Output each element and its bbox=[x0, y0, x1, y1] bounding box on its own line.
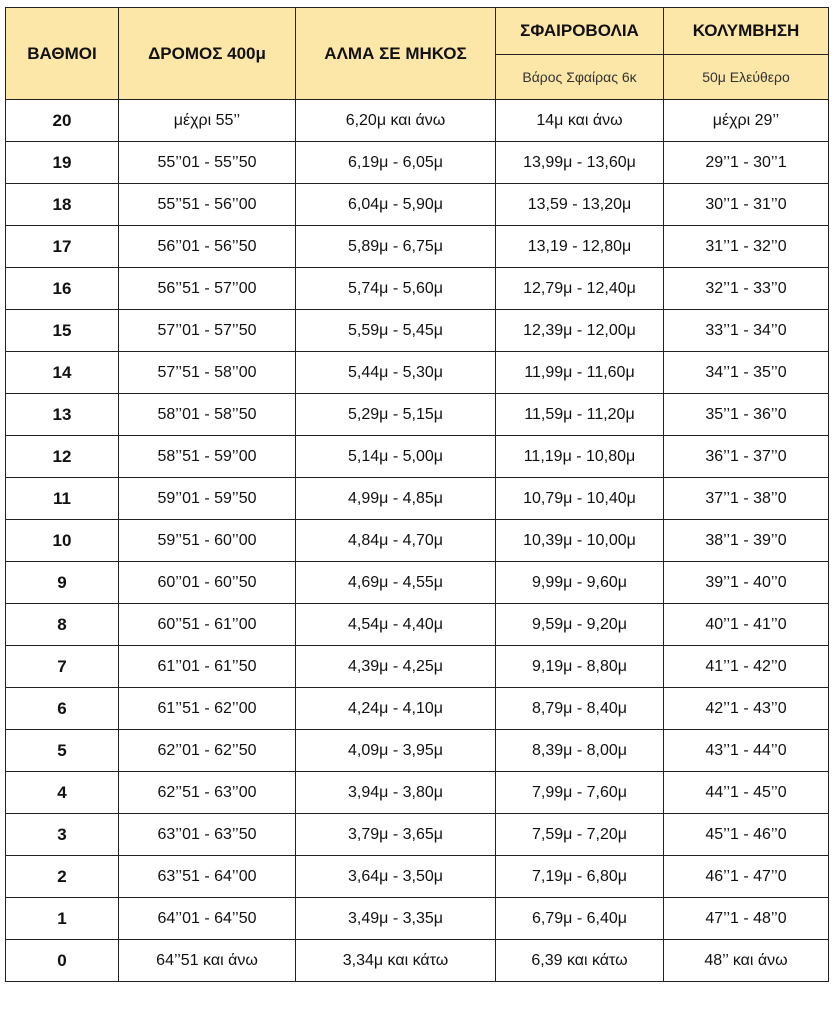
run-400m-cell: 62’’51 - 63’’00 bbox=[119, 772, 296, 814]
shot-put-cell: 9,59μ - 9,20μ bbox=[496, 604, 664, 646]
grade-cell: 0 bbox=[6, 940, 119, 982]
long-jump-cell: 5,44μ - 5,30μ bbox=[296, 352, 496, 394]
grade-cell: 5 bbox=[6, 730, 119, 772]
long-jump-cell: 4,09μ - 3,95μ bbox=[296, 730, 496, 772]
swimming-cell: 33’’1 - 34’’0 bbox=[664, 310, 829, 352]
table-row bbox=[6, 646, 829, 688]
shot-put-cell: 9,99μ - 9,60μ bbox=[496, 562, 664, 604]
grade-cell: 6 bbox=[6, 688, 119, 730]
shot-put-cell: 7,59μ - 7,20μ bbox=[496, 814, 664, 856]
table-body bbox=[6, 100, 829, 982]
long-jump-cell: 6,19μ - 6,05μ bbox=[296, 142, 496, 184]
table-row bbox=[6, 604, 829, 646]
shot-put-cell: 6,79μ - 6,40μ bbox=[496, 898, 664, 940]
long-jump-cell: 4,24μ - 4,10μ bbox=[296, 688, 496, 730]
table-row bbox=[6, 100, 829, 142]
grade-cell: 3 bbox=[6, 814, 119, 856]
run-400m-cell: 59’’51 - 60’’00 bbox=[119, 520, 296, 562]
table-row bbox=[6, 856, 829, 898]
shot-put-cell: 9,19μ - 8,80μ bbox=[496, 646, 664, 688]
grade-cell: 19 bbox=[6, 142, 119, 184]
swimming-cell: 37’’1 - 38’’0 bbox=[664, 478, 829, 520]
run-400m-cell: 57’’51 - 58’’00 bbox=[119, 352, 296, 394]
swimming-cell: 43’’1 - 44’’0 bbox=[664, 730, 829, 772]
run-400m-cell: 61’’01 - 61’’50 bbox=[119, 646, 296, 688]
swimming-cell: 38’’1 - 39’’0 bbox=[664, 520, 829, 562]
swimming-cell: 36’’1 - 37’’0 bbox=[664, 436, 829, 478]
table-row bbox=[6, 226, 829, 268]
shot-put-cell: 13,19 - 12,80μ bbox=[496, 226, 664, 268]
long-jump-cell: 3,49μ - 3,35μ bbox=[296, 898, 496, 940]
grade-cell: 1 bbox=[6, 898, 119, 940]
grade-cell: 20 bbox=[6, 100, 119, 142]
shot-put-cell: 11,99μ - 11,60μ bbox=[496, 352, 664, 394]
table-header bbox=[6, 8, 829, 100]
table-row bbox=[6, 520, 829, 562]
table-row bbox=[6, 352, 829, 394]
shot-put-cell: 7,19μ - 6,80μ bbox=[496, 856, 664, 898]
long-jump-cell: 3,94μ - 3,80μ bbox=[296, 772, 496, 814]
swimming-cell: 42’’1 - 43’’0 bbox=[664, 688, 829, 730]
table-row bbox=[6, 688, 829, 730]
long-jump-cell: 3,79μ - 3,65μ bbox=[296, 814, 496, 856]
grading-table-container bbox=[5, 7, 828, 982]
header-shot-put: ΣΦΑΙΡΟΒΟΛΙΑ bbox=[496, 8, 664, 55]
run-400m-cell: 58’’51 - 59’’00 bbox=[119, 436, 296, 478]
grade-cell: 15 bbox=[6, 310, 119, 352]
shot-put-cell: 11,19μ - 10,80μ bbox=[496, 436, 664, 478]
header-long-jump: ΑΛΜΑ ΣΕ ΜΗΚΟΣ bbox=[296, 8, 496, 100]
table-row bbox=[6, 268, 829, 310]
table-row bbox=[6, 478, 829, 520]
shot-put-cell: 10,79μ - 10,40μ bbox=[496, 478, 664, 520]
grade-cell: 14 bbox=[6, 352, 119, 394]
swimming-cell: 30’’1 - 31’’0 bbox=[664, 184, 829, 226]
table-row bbox=[6, 730, 829, 772]
table-row bbox=[6, 310, 829, 352]
run-400m-cell: 56’’01 - 56’’50 bbox=[119, 226, 296, 268]
shot-put-cell: 8,39μ - 8,00μ bbox=[496, 730, 664, 772]
grade-cell: 8 bbox=[6, 604, 119, 646]
table-row bbox=[6, 394, 829, 436]
run-400m-cell: 56’’51 - 57’’00 bbox=[119, 268, 296, 310]
long-jump-cell: 5,74μ - 5,60μ bbox=[296, 268, 496, 310]
long-jump-cell: 6,04μ - 5,90μ bbox=[296, 184, 496, 226]
long-jump-cell: 5,29μ - 5,15μ bbox=[296, 394, 496, 436]
run-400m-cell: 64’’01 - 64’’50 bbox=[119, 898, 296, 940]
header-run-400m: ΔΡΟΜΟΣ 400μ bbox=[119, 8, 296, 100]
table-row bbox=[6, 940, 829, 982]
shot-put-cell: 13,59 - 13,20μ bbox=[496, 184, 664, 226]
swimming-cell: μέχρι 29’’ bbox=[664, 100, 829, 142]
run-400m-cell: 57’’01 - 57’’50 bbox=[119, 310, 296, 352]
long-jump-cell: 4,99μ - 4,85μ bbox=[296, 478, 496, 520]
grade-cell: 11 bbox=[6, 478, 119, 520]
run-400m-cell: 58’’01 - 58’’50 bbox=[119, 394, 296, 436]
run-400m-cell: μέχρι 55’’ bbox=[119, 100, 296, 142]
header-swimming: ΚΟΛΥΜΒΗΣΗ bbox=[664, 8, 829, 55]
run-400m-cell: 63’’51 - 64’’00 bbox=[119, 856, 296, 898]
grade-cell: 18 bbox=[6, 184, 119, 226]
long-jump-cell: 5,14μ - 5,00μ bbox=[296, 436, 496, 478]
swimming-cell: 29’’1 - 30’’1 bbox=[664, 142, 829, 184]
grade-cell: 12 bbox=[6, 436, 119, 478]
grade-cell: 4 bbox=[6, 772, 119, 814]
shot-put-cell: 13,99μ - 13,60μ bbox=[496, 142, 664, 184]
swimming-cell: 44’’1 - 45’’0 bbox=[664, 772, 829, 814]
grade-cell: 2 bbox=[6, 856, 119, 898]
shot-put-cell: 6,39 και κάτω bbox=[496, 940, 664, 982]
swimming-cell: 41’’1 - 42’’0 bbox=[664, 646, 829, 688]
long-jump-cell: 6,20μ και άνω bbox=[296, 100, 496, 142]
grading-table bbox=[5, 7, 829, 982]
swimming-cell: 32’’1 - 33’’0 bbox=[664, 268, 829, 310]
table-row bbox=[6, 436, 829, 478]
swimming-cell: 46’’1 - 47’’0 bbox=[664, 856, 829, 898]
swimming-cell: 40’’1 - 41’’0 bbox=[664, 604, 829, 646]
shot-put-cell: 14μ και άνω bbox=[496, 100, 664, 142]
table-row bbox=[6, 814, 829, 856]
table-row bbox=[6, 898, 829, 940]
table-row bbox=[6, 772, 829, 814]
swimming-cell: 48’’ και άνω bbox=[664, 940, 829, 982]
header-swimming-sub: 50μ Ελεύθερο bbox=[664, 55, 829, 100]
long-jump-cell: 3,64μ - 3,50μ bbox=[296, 856, 496, 898]
grade-cell: 16 bbox=[6, 268, 119, 310]
long-jump-cell: 5,59μ - 5,45μ bbox=[296, 310, 496, 352]
swimming-cell: 47’’1 - 48’’0 bbox=[664, 898, 829, 940]
shot-put-cell: 7,99μ - 7,60μ bbox=[496, 772, 664, 814]
header-grade: ΒΑΘΜΟΙ bbox=[6, 8, 119, 100]
run-400m-cell: 59’’01 - 59’’50 bbox=[119, 478, 296, 520]
swimming-cell: 35’’1 - 36’’0 bbox=[664, 394, 829, 436]
header-shot-put-sub: Βάρος Σφαίρας 6κ bbox=[496, 55, 664, 100]
grade-cell: 13 bbox=[6, 394, 119, 436]
long-jump-cell: 4,54μ - 4,40μ bbox=[296, 604, 496, 646]
run-400m-cell: 60’’01 - 60’’50 bbox=[119, 562, 296, 604]
run-400m-cell: 55’’01 - 55’’50 bbox=[119, 142, 296, 184]
swimming-cell: 34’’1 - 35’’0 bbox=[664, 352, 829, 394]
shot-put-cell: 11,59μ - 11,20μ bbox=[496, 394, 664, 436]
swimming-cell: 45’’1 - 46’’0 bbox=[664, 814, 829, 856]
run-400m-cell: 63’’01 - 63’’50 bbox=[119, 814, 296, 856]
shot-put-cell: 8,79μ - 8,40μ bbox=[496, 688, 664, 730]
long-jump-cell: 4,84μ - 4,70μ bbox=[296, 520, 496, 562]
table-row bbox=[6, 184, 829, 226]
swimming-cell: 39’’1 - 40’’0 bbox=[664, 562, 829, 604]
table-row bbox=[6, 142, 829, 184]
long-jump-cell: 5,89μ - 6,75μ bbox=[296, 226, 496, 268]
shot-put-cell: 12,39μ - 12,00μ bbox=[496, 310, 664, 352]
long-jump-cell: 4,69μ - 4,55μ bbox=[296, 562, 496, 604]
shot-put-cell: 10,39μ - 10,00μ bbox=[496, 520, 664, 562]
run-400m-cell: 60’’51 - 61’’00 bbox=[119, 604, 296, 646]
run-400m-cell: 55’’51 - 56’’00 bbox=[119, 184, 296, 226]
grade-cell: 9 bbox=[6, 562, 119, 604]
run-400m-cell: 62’’01 - 62’’50 bbox=[119, 730, 296, 772]
table-row bbox=[6, 562, 829, 604]
grade-cell: 7 bbox=[6, 646, 119, 688]
long-jump-cell: 4,39μ - 4,25μ bbox=[296, 646, 496, 688]
run-400m-cell: 61’’51 - 62’’00 bbox=[119, 688, 296, 730]
swimming-cell: 31’’1 - 32’’0 bbox=[664, 226, 829, 268]
run-400m-cell: 64’’51 και άνω bbox=[119, 940, 296, 982]
long-jump-cell: 3,34μ και κάτω bbox=[296, 940, 496, 982]
grade-cell: 10 bbox=[6, 520, 119, 562]
shot-put-cell: 12,79μ - 12,40μ bbox=[496, 268, 664, 310]
grade-cell: 17 bbox=[6, 226, 119, 268]
